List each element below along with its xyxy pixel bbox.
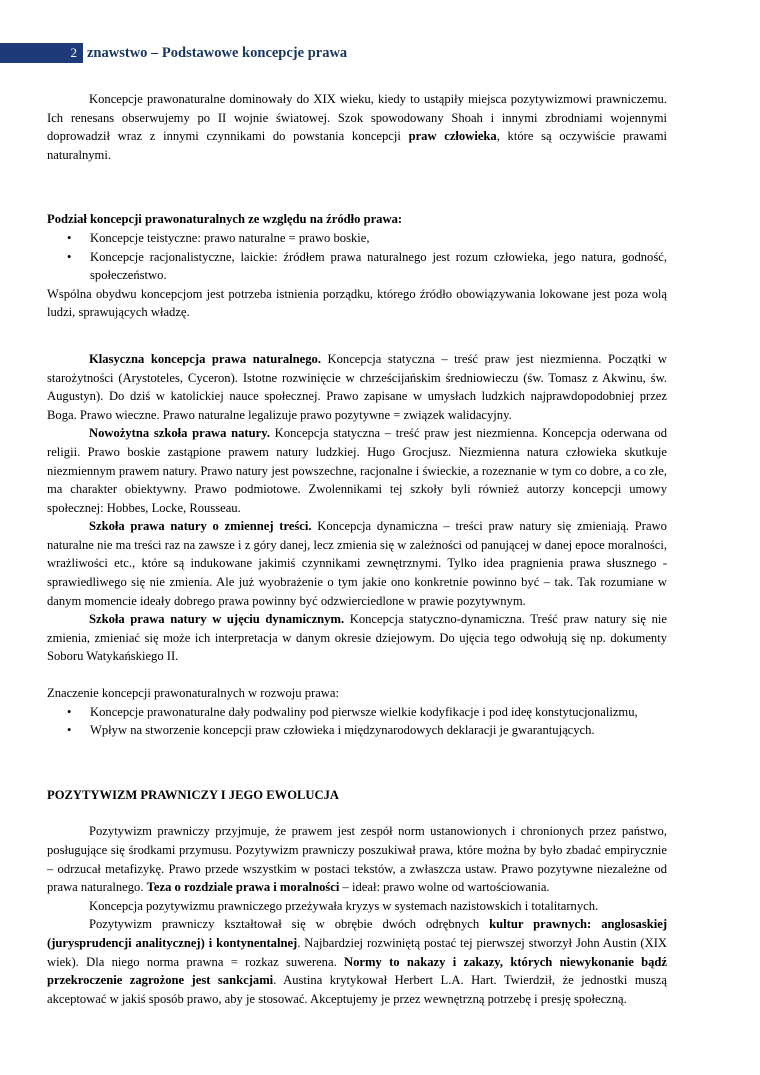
division-list [47,229,667,285]
list-item: • Koncepcje prawonaturalne dały podwaliny pod pierwsze wielkie kodyfikacje i pod ideę konstytucjonalizmu, [47,703,667,722]
positivism-heading: POZYTYWIZM PRAWNICZY I JEGO EWOLUCJA [47,787,340,802]
positivism-paragraph-2: Koncepcja pozytywizmu prawniczego przeżywała kryzys w systemach nazistowskich i totalitarnych. [89,898,599,913]
bullet-icon: • [67,249,72,264]
division-after: Wspólna obydwu koncepcjom jest potrzeba istnienia porządku, którego źródło obowiązywania lokowane jest poza wolą ludzi, sprawujących władzę. [47,286,667,320]
bullet-icon: • [67,230,72,245]
positivism-paragraph-1: Pozytywizm prawniczy przyjmuje, że prawem jest zespół norm ustanowionych i chronionych przez państwo, posługujące się środkami przymusu. Pozytywizm prawniczy poszukiwał prawa, które można by było zbadać empirycznie – odrzucał metafizykę. Prawo przede wszystkim w postaci tekstów, a zwłaszcza ustaw. Prawo pozytywne niezależne od prawa naturalnego. Teza o rozdziale prawa i moralności – ideał: prawo wolne od wartościowania. [47,824,667,895]
positivism-paragraph-3: Pozytywizm prawniczy kształtował się w obrębie dwóch odrębnych kultur prawnych: anglosaskiej (jurysprudencji analitycznej) i kontynentalnej. Najbardziej rozwiniętą postać tej pierwszej stworzył John Austin (XIX wiek). Dla niego norma prawna = rozkaz suwerena. Normy to nakazy i zakazy, których niewykonanie bądź przekroczenie zagrożone jest sankcjami. Austina krytykował Herbert L.A. Hart. Twierdził, że jednostki muszą akceptować w jakiś sposób prawo, aby je stosować. Akceptujemy je przez wewnętrzną potrzebę i presję społeczną. [47,917,668,1006]
page-header [0,43,760,63]
bullet-icon: • [67,723,72,738]
bullet-icon: • [67,704,72,719]
document-body [47,90,667,1008]
list-item: • Wpływ na stworzenie koncepcji praw człowieka i międzynarodowych deklaracji je gwarantujących. [47,721,667,740]
division-heading: Podział koncepcji prawonaturalnych ze względu na źródło prawa: [47,212,403,227]
list-item: • Koncepcje racjonalistyczne, laickie: źródłem prawa naturalnego jest rozum człowieka, jego natura, godność, społeczeństwo. [67,249,667,283]
significance-heading: Znaczenie koncepcji prawonaturalnych w rozwoju prawa: [47,686,339,701]
intro-paragraph: Koncepcje prawonaturalne dominowały do XIX wieku, kiedy to ustąpiły miejsca pozytywizmowi prawniczemu. Ich renesans obserwujemy po II wojnie światowej. Szok spowodowany Shoah i innymi zbrodniami wojennymi doprowadził wraz z innymi czynnikami do powstania koncepcji praw człowieka, które są oczywiście prawami naturalnymi. [47,92,667,162]
classic-paragraph: Klasyczna koncepcja prawa naturalnego. Koncepcja statyczna – treść praw jest niezmienna. Początki w starożytności (Arystoteles, Cyceron). Istotne rozwinięcie w chrześcijańskim średniowieczu (św. Tomasz z Akwinu, św. Augustyn). Do dziś w katolickiej nauce społecznej. Prawo zapisane w umysłach ludzkich najprawdopodobniej przez Boga. Prawo wieczne. Prawo naturalne legalizuje prawo pozytywne = związek walidacyjny. [47,351,667,422]
significance-list [47,703,667,740]
header-title: znawstwo – Podstawowe koncepcje prawa [87,45,348,61]
list-item: • Koncepcje teistyczne: prawo naturalne = prawo boskie, [47,229,667,248]
page-number: 2 [0,43,83,63]
dynamic-paragraph: Szkoła prawa natury w ujęciu dynamicznym. Koncepcja statyczno-dynamiczna. Treść praw natury się nie zmienia, zmieniać się może ich interpretacja w danym okresie dziejowym. Do ujęcia tego odwołują się np. dokumenty Soboru Watykańskiego II. [47,612,667,664]
variable-paragraph: Szkoła prawa natury o zmiennej treści. Koncepcja dynamiczna – treści praw natury się zmieniają. Prawo naturalne nie ma treści raz na zawsze i z góry danej, lecz zmienia się w zależności od panującej w danej epoce moralności, wrażliwości etc., które są indukowane jakimiś czynnikami zewnętrznymi. Tylko idea pragnienia prawa słusznego - sprawiedliwego się nie zmienia. Ale już wyobrażenie o tym jakie ono konkretnie powinno być – tak. Tak rozumiane w danym momencie ideały dobrego prawa powinny być odzwierciedlone w prawie pozytywnym. [47,519,667,608]
modern-paragraph: Nowożytna szkoła prawa natury. Koncepcja statyczna – treść praw jest niezmienna. Koncepcja oderwana od religii. Prawo boskie zastąpione prawem natury ludzkiej. Hugo Grocjusz. Niezmienna natura człowieka skutkuje niezmiennym prawem natury. Prawo natury jest powszechne, racjonalne i świeckie, a rozeznanie w tym co dobre, a co złe, ma charakter obiektywny. Prawo podmiotowe. Zwolennikami tej szkoły byli również autorzy koncepcji umowy społecznej: Hobbes, Locke, Rousseau. [47,426,667,515]
